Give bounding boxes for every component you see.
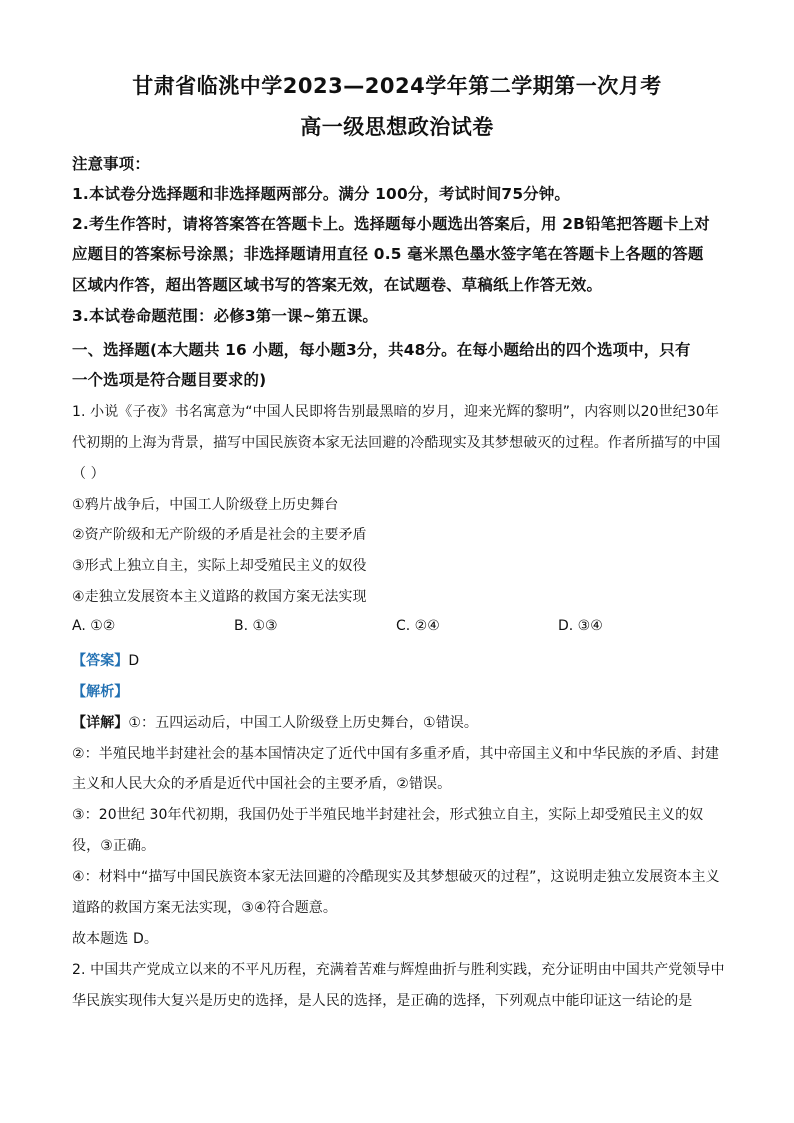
question-1-blank: （ ） bbox=[72, 466, 105, 482]
answer-line bbox=[72, 650, 726, 670]
section-heading-cont: 一个选项是符合题目要求的) bbox=[72, 371, 267, 389]
question-1-option-d: D. ③④ bbox=[558, 618, 603, 634]
question-1-statement-2: ②资产阶级和无产阶级的矛盾是社会的主要矛盾 bbox=[72, 527, 367, 543]
question-1-statement-1: ①鸦片战争后，中国工人阶级登上历史舞台 bbox=[72, 497, 339, 513]
detail-tag: 【详解】 bbox=[72, 715, 129, 731]
question-1-statement-3: ③形式上独立自主，实际上却受殖民主义的奴役 bbox=[72, 558, 367, 574]
analysis-line bbox=[72, 681, 726, 701]
question-2-stem-cont: 华民族实现伟大复兴是历史的选择，是人民的选择，是正确的选择，下列观点中能印证这一结论的是 bbox=[72, 993, 693, 1009]
conclusion-line: 故本题选 D。 bbox=[72, 931, 158, 947]
question-1-stem-cont: 代初期的上海为背景，描写中国民族资本家无法回避的冷酷现实及其梦想破灭的过程。作者所描写的中国 bbox=[72, 435, 721, 451]
answer-value: D bbox=[128, 653, 140, 669]
analysis-tag: 【解析】 bbox=[72, 684, 129, 700]
question-1-stem: 1. 小说《子夜》书名寓意为“中国人民即将告别最黑暗的岁月，迎来光辉的黎明”，内容则以20世纪30年 bbox=[72, 404, 719, 420]
detail-line-4: ④：材料中“描写中国民族资本家无法回避的冷酷现实及其梦想破灭的过程”，这说明走独立发展资本主义 bbox=[72, 869, 720, 885]
section-heading: 一、选择题(本大题共 16 小题，每小题3分，共48分。在每小题给出的四个选项中，只有 bbox=[72, 341, 691, 359]
detail-line-3-cont: 役，③正确。 bbox=[72, 838, 156, 854]
detail-line-2-cont: 主义和人民大众的矛盾是近代中国社会的主要矛盾，②错误。 bbox=[72, 776, 452, 792]
detail-line-4-cont: 道路的救国方案无法实现，③④符合题意。 bbox=[72, 900, 338, 916]
question-1-statement-4: ④走独立发展资本主义道路的救国方案无法实现 bbox=[72, 589, 367, 605]
notice-item-1: 1.本试卷分选择题和非选择题两部分。满分 100分，考试时间75分钟。 bbox=[72, 185, 571, 203]
notice-item-3: 3.本试卷命题范围：必修3第一课~第五课。 bbox=[72, 307, 379, 325]
detail-text-1: ①：五四运动后，中国工人阶级登上历史舞台，①错误。 bbox=[128, 715, 479, 731]
detail-line-2: ②：半殖民地半封建社会的基本国情决定了近代中国有多重矛盾，其中帝国主义和中华民族的矛盾、封建 bbox=[72, 746, 720, 762]
detail-line-3: ③：20世纪 30年代初期，我国仍处于半殖民地半封建社会，形式独立自主，实际上却受殖民主义的奴 bbox=[72, 807, 704, 823]
notice-heading: 注意事项： bbox=[72, 155, 150, 173]
exam-subtitle: 高一级思想政治试卷 bbox=[300, 115, 494, 139]
notice-item-2-cont: 区域内作答，超出答题区域书写的答案无效，在试题卷、草稿纸上作答无效。 bbox=[72, 276, 603, 294]
notice-item-2-cont: 应题目的答案标号涂黑；非选择题请用直径 0.5 毫米黑色墨水签字笔在答题卡上各题的答题 bbox=[72, 245, 704, 263]
exam-title: 甘肃省临洮中学2023—2024学年第二学期第一次月考 bbox=[132, 74, 662, 98]
question-1-option-b: B. ①③ bbox=[234, 618, 278, 634]
answer-tag: 【答案】 bbox=[72, 653, 129, 669]
question-1-option-c: C. ②④ bbox=[396, 618, 440, 634]
detail-line-1 bbox=[72, 712, 726, 732]
question-1-option-a: A. ①② bbox=[72, 618, 116, 634]
notice-item-2: 2.考生作答时，请将答案答在答题卡上。选择题每小题选出答案后，用 2B铅笔把答题卡上对 bbox=[72, 215, 710, 233]
question-2-stem: 2. 中国共产党成立以来的不平凡历程，充满着苦难与辉煌曲折与胜利实践，充分证明由中国共产党领导中 bbox=[72, 962, 725, 978]
